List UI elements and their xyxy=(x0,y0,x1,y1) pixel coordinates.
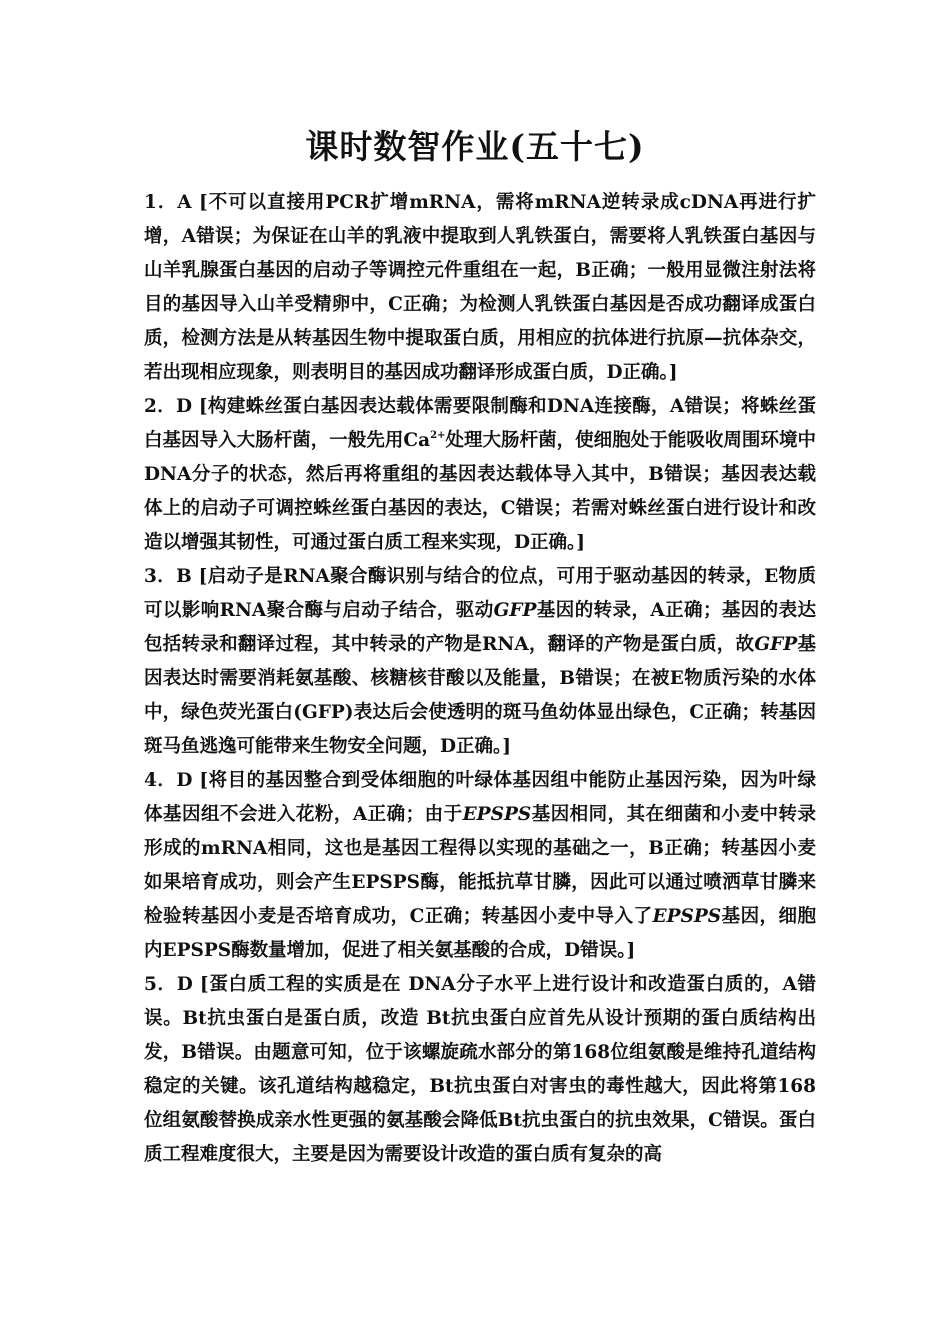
item-number: 5． xyxy=(144,974,177,995)
gene-name: GFP xyxy=(493,600,537,621)
answer-letter: A xyxy=(177,192,192,213)
item-number: 2． xyxy=(144,396,177,417)
gene-name: EPSPS xyxy=(462,804,532,825)
explanation-text: [不可以直接用PCR扩增mRNA，需将mRNA逆转录成cDNA再进行扩增，A错误；为保证在山羊的乳液中提取到人乳铁蛋白，需要将人乳铁蛋白基因与山羊乳腺蛋白基因的启动子等调控元件重组在一起，B正确；一般用显微注射法将目的基因导入山羊受精卵中，C正确；为检测人乳铁蛋白基因是否成功翻译成蛋白质，检测方法是从转基因生物中提取蛋白质，用相应的抗体进行抗原—抗体杂交，若出现相应现象，则表明目的基因成功翻译形成蛋白质，D正确。] xyxy=(144,192,816,383)
superscript-charge: 2+ xyxy=(430,430,446,441)
gene-name: GFP xyxy=(754,634,798,655)
gene-name: EPSPS xyxy=(652,906,722,927)
explanation-text: 基因的转录，A正确；基因的表达包括转录和翻译过程，其中转录的产物是RNA，翻译的产物是蛋白质，故 xyxy=(144,600,816,655)
answer-item-2 xyxy=(144,390,816,560)
answer-item-5 xyxy=(144,968,816,1172)
explanation-text: 基因相同，其在细菌和小麦中转录形成的mRNA相同，这也是基因工程得以实现的基础之一，B正确；转基因小麦如果培育成功，则会产生EPSPS酶，能抵抗草甘膦，因此可以通过喷洒草甘膦来检验转基因小麦是否培育成功，C正确；转基因小麦中导入了 xyxy=(144,804,816,927)
page-title: 课时数智作业(五十七) xyxy=(305,127,645,166)
explanation-text: 基因，细胞内EPSPS酶数量增加，促进了相关氨基酸的合成，D错误。] xyxy=(144,906,816,961)
answer-letter: D xyxy=(176,770,193,791)
item-number: 4． xyxy=(144,770,177,791)
answer-item-1 xyxy=(144,186,816,390)
item-number: 3． xyxy=(144,566,177,587)
answer-item-4 xyxy=(144,764,816,968)
answer-item-3 xyxy=(144,560,816,764)
explanation-text: 基因表达时需要消耗氨基酸、核糖核苷酸以及能量，B错误；在被E物质污染的水体中，绿色荧光蛋白(GFP)表达后会使透明的斑马鱼幼体显出绿色，C正确；转基因斑马鱼逃逸可能带来生物安全问题，D正确。] xyxy=(144,634,816,757)
explanation-text: 处理大肠杆菌，使细胞处于能吸收周围环境中DNA分子的状态，然后再将重组的基因表达载体导入其中，B错误；基因表达载体上的启动子可调控蛛丝蛋白基因的表达，C错误；若需对蛛丝蛋白进行设计和改造以增强其韧性，可通过蛋白质工程来实现，D正确。] xyxy=(144,430,816,553)
answer-letter: D xyxy=(176,396,193,417)
answer-letter: B xyxy=(176,566,192,587)
explanation-text: [将目的基因整合到受体细胞的叶绿体基因组中能防止基因污染，因为叶绿体基因组不会进入花粉，A正确；由于 xyxy=(144,770,816,825)
explanation-text: [启动子是RNA聚合酶识别与结合的位点，可用于驱动基因的转录，E物质可以影响RNA聚合酶与启动子结合，驱动 xyxy=(144,566,816,621)
answer-letter: D xyxy=(176,974,193,995)
answer-list xyxy=(144,186,816,1172)
explanation-text: [构建蛛丝蛋白基因表达载体需要限制酶和DNA连接酶，A错误；将蛛丝蛋白基因导入大肠杆菌，一般先用Ca xyxy=(144,396,817,451)
item-number: 1． xyxy=(144,192,178,213)
explanation-text: [蛋白质工程的实质是在 DNA分子水平上进行设计和改造蛋白质的，A错误。Bt抗虫蛋白是蛋白质，改造 Bt抗虫蛋白应首先从设计预期的蛋白质结构出发，B错误。由题意可知，位于该螺旋疏水部分的第168位组氨酸是维持孔道结构稳定的关键。该孔道结构越稳定，Bt抗虫蛋白对害虫的毒性越大，因此将第168位组氨酸替换成亲水性更强的氨基酸会降低Bt抗虫蛋白的抗虫效果，C错误。蛋白质工程难度很大，主要是因为需要设计改造的蛋白质有复杂的高 xyxy=(144,974,816,1165)
